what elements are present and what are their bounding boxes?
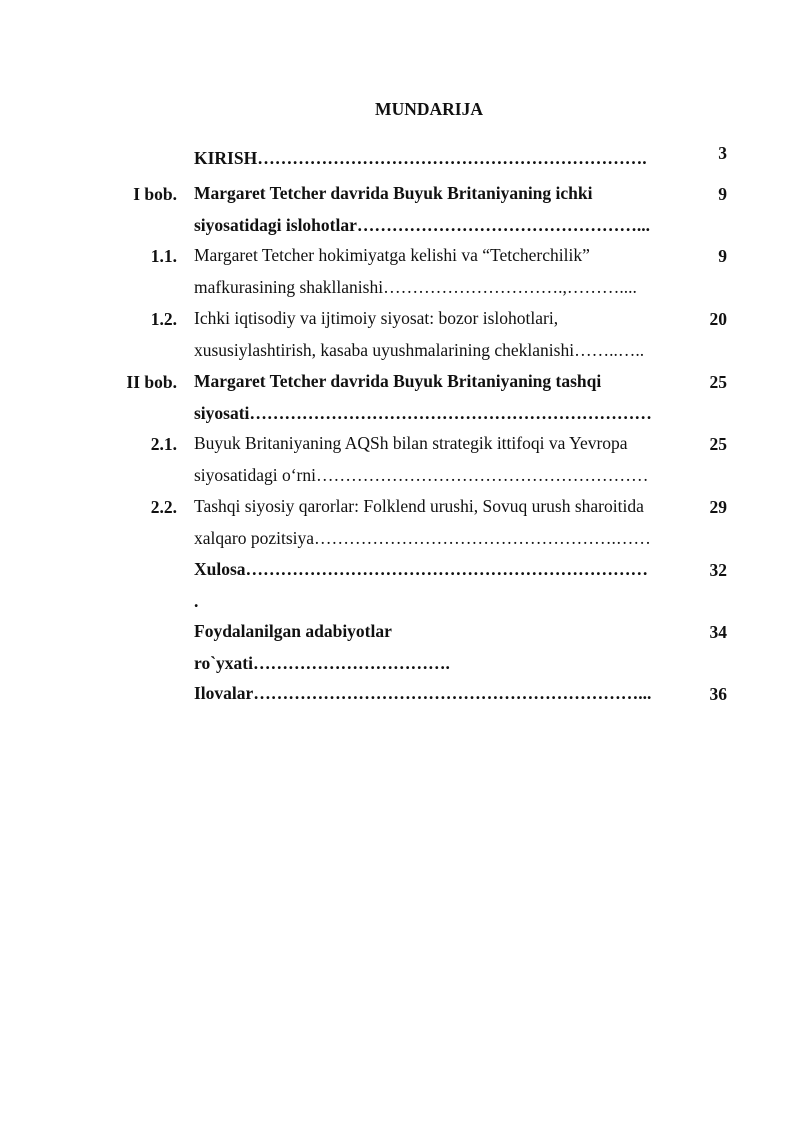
toc-entry-page: 32	[709, 560, 727, 580]
toc-entry-title	[194, 303, 694, 366]
toc-entry-title-line: Margaret Tetcher davrida Buyuk Britaniyaning tashqi	[194, 371, 602, 391]
toc-entry-title-line: Margaret Tetcher davrida Buyuk Britaniyaning ichki	[194, 183, 593, 203]
toc-entry-title-line: ro`yxati…………………………….	[194, 652, 450, 673]
toc-entry-page: 25	[709, 372, 727, 392]
toc-entry-title-line: Xulosa……………………………………………………………	[194, 559, 649, 579]
toc-entry-title-line: siyosatidagi islohotlar…………………………………………...	[194, 214, 650, 235]
toc-entry-title	[194, 366, 694, 429]
toc-entry-title	[194, 616, 694, 679]
toc-entry-page: 9	[718, 246, 727, 266]
toc-entry-page: 25	[709, 434, 727, 454]
toc-entry-title	[194, 678, 694, 710]
toc-entry-page: 3	[718, 143, 727, 163]
toc-entry-title-line: xususiylashtirish, kasaba uyushmalarining cheklanishi……..…..	[194, 339, 645, 360]
toc-entry-page: 36	[709, 684, 727, 704]
toc-entry-title-line: mafkurasining shakllanishi………………………….,………....	[194, 276, 637, 297]
toc-entry-number: I bob.	[133, 184, 177, 204]
toc-entry-page: 29	[709, 497, 727, 517]
toc-entry-page: 9	[718, 184, 727, 204]
toc-entry-number: 1.1.	[150, 246, 177, 266]
toc-entry-title-line: siyosatidagi o‘rni…………………………………………………	[194, 464, 649, 485]
toc-entry-number: II bob.	[126, 372, 177, 392]
toc-entry-page: 20	[709, 309, 727, 329]
toc-entry-title	[194, 143, 694, 175]
toc-entry-title	[194, 554, 694, 617]
toc-entry-title	[194, 491, 694, 554]
toc-entry-title-line: Ichki iqtisodiy va ijtimoiy siyosat: bozor islohotlari,	[194, 308, 559, 328]
toc-entry-title-line: .	[194, 590, 199, 611]
toc-entry-title-line: Margaret Tetcher hokimiyatga kelishi va “Tetcherchilik”	[194, 245, 590, 265]
toc-entry-title-line: siyosati……………………………………………………………	[194, 402, 652, 423]
toc-entry-title-line: Foydalanilgan adabiyotlar	[194, 621, 392, 641]
toc-entry-title-line: Ilovalar…………………………………………………………...	[194, 683, 652, 703]
toc-entry-title-line: Tashqi siyosiy qarorlar: Folklend urushi, Sovuq urush sharoitida	[194, 496, 644, 516]
toc-entry-title	[194, 178, 694, 241]
toc-entry-page: 34	[709, 622, 727, 642]
toc-entry-title	[194, 428, 694, 491]
toc-entry-title	[194, 240, 694, 303]
toc-entry-number: 1.2.	[150, 309, 177, 329]
toc-entry-number: 2.2.	[150, 497, 177, 517]
toc-entry-title-line: Buyuk Britaniyaning AQSh bilan strategik ittifoqi va Yevropa	[194, 433, 628, 453]
toc-entry-title-line: KIRISH………………………………………………………….	[194, 148, 647, 168]
toc-entry-number: 2.1.	[150, 434, 177, 454]
page-title: MUNDARIJA	[375, 99, 483, 119]
toc-entry-title-line: xalqaro pozitsiya…………………………………………….……	[194, 527, 651, 548]
